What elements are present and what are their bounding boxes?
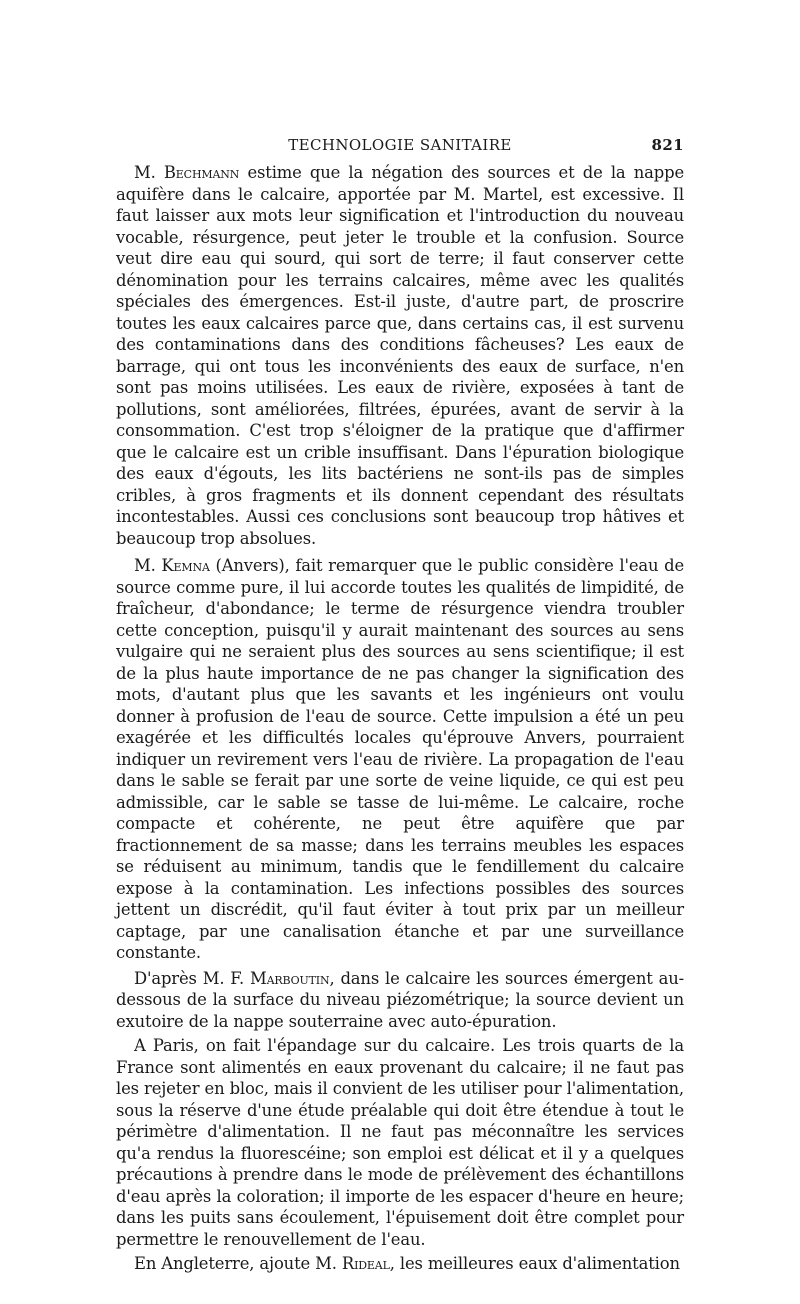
paragraph-lead: En Angleterre, ajoute M. <box>134 1254 337 1273</box>
paragraph-paris <box>116 1035 684 1250</box>
paragraph-marboutin <box>116 968 684 1033</box>
paragraph-text: estime que la négation des sources et de la nappe aquifère dans le calcaire, apportée par M. Martel, est excessive. Il faut laisser aux mots leur signification et l'introduction du nouveau vocable, résurgence, peut jeter le trouble et la confusion. Source veut dire eau qui sourd, qui sort de terre; il faut conserver cette dénomination pour les terrains calcaires, même avec les qualités spéciales des émergences. Est-il juste, d'autre part, de proscrire toutes les eaux calcaires parce que, dans certains cas, il est survenu des contaminations dans des conditions fâcheuses? Les eaux de barrage, qui ont tous les inconvénients des eaux de surface, n'en sont pas moins utilisées. Les eaux de rivière, exposées à tant de pollutions, sont améliorées, filtrées, épurées, avant de servir à la consommation. C'est trop s'éloigner de la pratique que d'affirmer que le calcaire est un crible insuffisant. Dans l'épuration biologique des eaux d'égouts, les lits bactériens ne sont-ils pas de simples cribles, à gros fragments et ils donnent cependant des résultats incontestables. Aussi ces conclusions sont beaucoup trop hâtives et beaucoup trop absolues. <box>116 163 684 548</box>
paragraph-lead: M. <box>134 163 156 182</box>
paragraph-lead: M. <box>134 556 156 575</box>
running-title: TECHNOLOGIE SANITAIRE <box>288 136 512 154</box>
paragraph-lead: D'après M. F. <box>134 968 245 988</box>
speaker-name: Marboutin <box>249 968 330 988</box>
speaker-name: Rideal <box>341 1254 390 1273</box>
book-page <box>116 136 684 1275</box>
paragraph-text: , les meilleures eaux d'alimentation <box>389 1254 680 1273</box>
paragraph-bechmann <box>116 162 684 549</box>
speaker-name: Kemna <box>161 556 210 575</box>
paragraph-text: A Paris, on fait l'épandage sur du calcaire. Les trois quarts de la France sont alimentés en eaux provenant du calcaire; il ne faut pas les rejeter en bloc, mais il convient de les utiliser pour l'alimentation, sous la réserve d'une étude préalable qui doit être étendue à tout le périmètre d'alimentation. Il ne faut pas méconnaître les services qu'a rendus la fluorescéine; son emploi est délicat et il y a quelques précautions à prendre dans le mode de prélèvement des échantillons d'eau après la coloration; il importe de les espacer d'heure en heure; dans les puits sans écoulement, l'épuisement doit être complet pour permettre le renouvellement de l'eau. <box>116 1036 684 1249</box>
paragraph-kemna <box>116 555 684 964</box>
page-number: 821 <box>651 136 684 154</box>
paragraph-text: , dans le calcaire les sources émergent au-dessous de la surface du niveau piézométrique; la source devient un exutoire de la nappe souterraine avec auto-épuration. <box>116 968 684 1031</box>
paragraph-rideal <box>116 1253 684 1275</box>
speaker-name: Bechmann <box>163 163 240 182</box>
paragraph-text: (Anvers), fait remarquer que le public considère l'eau de source comme pure, il lui accorde toutes les qualités de limpidité, de fraîcheur, d'abondance; le terme de résurgence viendra troubler cette conception, puisqu'il y aurait maintenant des sources au sens vulgaire qui ne seraient plus des sources au sens scientifique; il est de la plus haute importance de ne pas changer la signification des mots, d'autant plus que les savants et les ingénieurs ont voulu donner à profusion de l'eau de source. Cette impulsion a été un peu exagérée et les difficultés locales qu'éprouve Anvers, pourraient indiquer un revirement vers l'eau de rivière. La propagation de l'eau dans le sable se ferait par une sorte de veine liquide, ce qui est peu admissible, car le sable se tasse de lui-même. Le calcaire, roche compacte et cohérente, ne peut être aquifère que par fractionnement de sa masse; dans les terrains meubles les espaces se réduisent au minimum, tandis que le fendillement du calcaire expose à la contamination. Les infections possibles des sources jettent un discrédit, qu'il faut éviter à tout prix par un meilleur captage, par une canalisation étanche et par une surveillance constante. <box>116 556 685 962</box>
running-head <box>116 136 684 162</box>
